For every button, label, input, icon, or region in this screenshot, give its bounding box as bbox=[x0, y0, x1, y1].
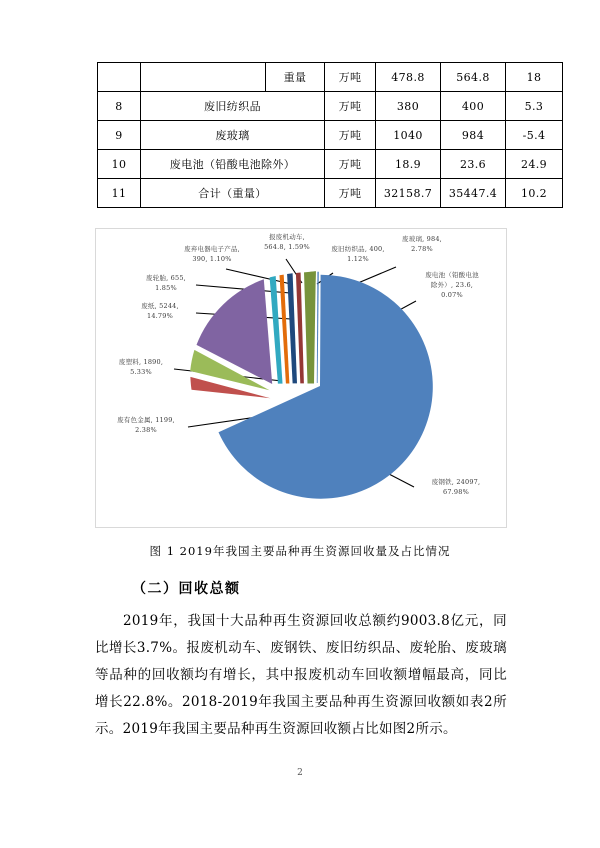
cell-2019: 984 bbox=[441, 121, 506, 150]
cell-unit: 万吨 bbox=[325, 63, 376, 92]
pie-label-battery: 废电池（铅酸电池 除外）, 23.6, 0.07% bbox=[425, 271, 479, 299]
cell-growth: -5.4 bbox=[506, 121, 563, 150]
page-number: 2 bbox=[297, 768, 303, 778]
pie-label-tyre: 废轮胎, 655, 1.85% bbox=[146, 274, 186, 292]
pie-label-vehicle: 报废机动车, 564.8, 1.59% bbox=[264, 233, 310, 251]
cell-index: 11 bbox=[98, 179, 141, 208]
table-row bbox=[98, 150, 563, 179]
cell-unit: 万吨 bbox=[325, 121, 376, 150]
cell-metric: 重量 bbox=[266, 63, 325, 92]
pie-label-nonferrous: 废有色金属, 1199, 2.38% bbox=[117, 416, 175, 434]
pie-slice-battery bbox=[317, 272, 319, 383]
cell-2019: 564.8 bbox=[441, 63, 506, 92]
cell-unit: 万吨 bbox=[325, 150, 376, 179]
recycling-volume-table bbox=[97, 62, 563, 208]
section-heading: （二）回收总额 bbox=[132, 581, 241, 597]
section-paragraph: 2019年，我国十大品种再生资源回收总额约9003.8亿元，同比增长3.7%。报废机动车、废钢铁、废旧纺织品、废轮胎、废玻璃等品种的回收额均有增长，其中报废机动车回收额增幅最高，同比增长22.8%。2018-2019年我国主要品种再生资源回收额如表2所示。2019年我国主要品种再生资源回收额占比如图2所示。 bbox=[95, 613, 507, 737]
pie-slice-glass-fill bbox=[304, 271, 316, 383]
pie-slice-vehicle bbox=[287, 273, 297, 383]
pie-slice-textile bbox=[296, 273, 304, 384]
table-row bbox=[98, 121, 563, 150]
cell-unit: 万吨 bbox=[325, 92, 376, 121]
cell-index bbox=[98, 63, 141, 92]
cell-2018: 18.9 bbox=[376, 150, 441, 179]
cell-unit: 万吨 bbox=[325, 179, 376, 208]
cell-name: 合计（重量） bbox=[141, 179, 325, 208]
pie-chart-canvas bbox=[96, 229, 506, 527]
pie-label-glass: 废玻璃, 984, 2.78% bbox=[402, 235, 442, 253]
cell-index: 9 bbox=[98, 121, 141, 150]
cell-growth: 5.3 bbox=[506, 92, 563, 121]
cell-2019: 35447.4 bbox=[441, 179, 506, 208]
cell-index: 10 bbox=[98, 150, 141, 179]
cell-2019: 23.6 bbox=[441, 150, 506, 179]
pie-slices bbox=[190, 271, 433, 498]
cell-growth: 18 bbox=[506, 63, 563, 92]
table-row bbox=[98, 63, 563, 92]
cell-2018: 380 bbox=[376, 92, 441, 121]
cell-name: 废玻璃 bbox=[141, 121, 325, 150]
table-row bbox=[98, 179, 563, 208]
cell-name bbox=[141, 63, 266, 92]
cell-2019: 400 bbox=[441, 92, 506, 121]
recycling-volume-table-wrapper bbox=[97, 62, 548, 208]
cell-name: 废电池（铅酸电池除外） bbox=[141, 150, 325, 179]
figure-caption: 图 1 2019年我国主要品种再生资源回收量及占比情况 bbox=[149, 544, 451, 558]
cell-2018: 32158.7 bbox=[376, 179, 441, 208]
cell-growth: 24.9 bbox=[506, 150, 563, 179]
pie-chart-figure bbox=[95, 228, 507, 528]
cell-index: 8 bbox=[98, 92, 141, 121]
cell-name: 废旧纺织品 bbox=[141, 92, 325, 121]
pie-label-textile: 废旧纺织品, 400, 1.12% bbox=[331, 245, 385, 263]
table-row bbox=[98, 92, 563, 121]
pie-label-eee: 废弃电器电子产品, 390, 1.10% bbox=[184, 245, 240, 263]
pie-label-paper: 废纸, 5244, 14.79% bbox=[141, 302, 179, 320]
cell-2018: 478.8 bbox=[376, 63, 441, 92]
pie-label-steel: 废钢铁, 24097, 67.98% bbox=[431, 478, 481, 496]
pie-label-plastic: 废塑料, 1890, 5.33% bbox=[118, 358, 164, 376]
cell-2018: 1040 bbox=[376, 121, 441, 150]
table-body bbox=[98, 63, 563, 208]
cell-growth: 10.2 bbox=[506, 179, 563, 208]
